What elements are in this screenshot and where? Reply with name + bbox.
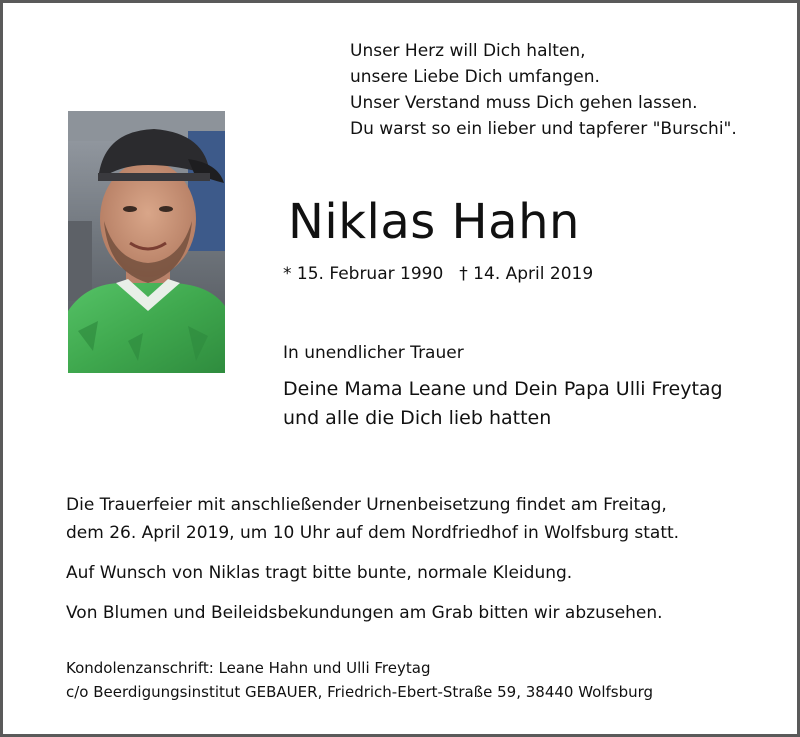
service-details — [66, 491, 679, 627]
flowers-request: Von Blumen und Beileidsbekundungen am Grab bitten wir abzusehen. — [66, 603, 663, 623]
poem-line: Unser Verstand muss Dich gehen lassen. — [350, 93, 698, 113]
clothing-request: Auf Wunsch von Niklas tragt bitte bunte, normale Kleidung. — [66, 563, 573, 583]
poem-line: Unser Herz will Dich halten, — [350, 41, 586, 61]
mourners-line: Deine Mama Leane und Dein Papa Ulli Freytag — [283, 378, 723, 400]
portrait-photo — [68, 111, 225, 373]
service-line: Die Trauerfeier mit anschließender Urnenbeisetzung findet am Freitag, — [66, 495, 667, 515]
portrait-illustration — [68, 111, 225, 373]
birth-date: * 15. Februar 1990 — [283, 264, 444, 284]
poem-line: unsere Liebe Dich umfangen. — [350, 67, 600, 87]
service-line: dem 26. April 2019, um 10 Uhr auf dem Nordfriedhof in Wolfsburg statt. — [66, 523, 680, 543]
death-date: † 14. April 2019 — [459, 264, 594, 284]
poem-line: Du warst so ein lieber und tapferer "Burschi". — [350, 119, 737, 139]
life-dates — [283, 262, 593, 286]
mourners-list — [283, 375, 723, 433]
deceased-name: Niklas Hahn — [288, 194, 580, 250]
mourners-line: und alle die Dich lieb hatten — [283, 407, 552, 429]
condolence-address — [66, 656, 653, 704]
memorial-poem — [350, 38, 737, 142]
mourning-intro: In unendlicher Trauer — [283, 343, 464, 363]
address-line-2: c/o Beerdigungsinstitut GEBAUER, Friedrich-Ebert-Straße 59, 38440 Wolfsburg — [66, 683, 654, 701]
address-line-1: Kondolenzanschrift: Leane Hahn und Ulli Freytag — [66, 659, 431, 677]
